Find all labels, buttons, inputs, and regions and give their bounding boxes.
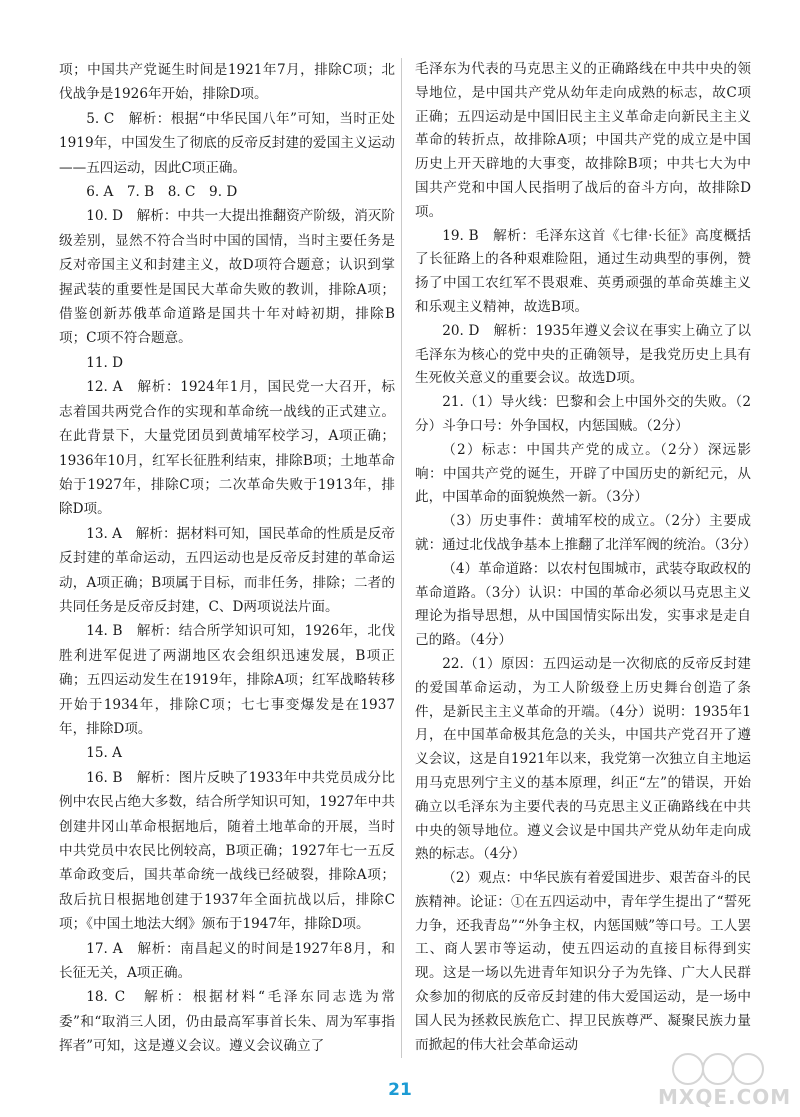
answer-paragraph: 19. B 解析：毛泽东这首《七律·长征》高度概括了长征路上的各种艰难险阻，通过生动典型的事例，赞扬了中国工农红军不畏艰难、英勇顽强的革命英雄主义和乐观主义精神，故选B项。 bbox=[415, 227, 751, 315]
answer-paragraph: 21.（1）导火线：巴黎和会上中国外交的失败。（2分）斗争口号：外争国权，内惩国贼。（2分） bbox=[415, 394, 751, 434]
answer-paragraph: 20. D 解析：1935年遵义会议在事实上确立了以毛泽东为核心的党中央的正确领导，是我党历史上具有生死攸关意义的重要会议。故选D项。 bbox=[415, 322, 751, 387]
answer-paragraph: 毛泽东为代表的马克思主义的正确路线在中共中央的领导地位，是中国共产党从幼年走向成熟的标志，故C项正确；五四运动是中国旧民主主义革命走向新民主主义革命的转折点，故排除A项；中国共产党的成立是中国历史上开天辟地的大事变，故排除B项；中共七大为中国共产党和中国人民指明了战后的奋斗方向，故排除D项。 bbox=[415, 61, 751, 220]
column-divider bbox=[401, 58, 402, 1058]
answer-paragraph: （2）观点：中华民族有着爱国进步、艰苦奋斗的民族精神。论证：①在五四运动中，青年学生提出了“誓死力争，还我青岛”“外争主权，内惩国贼”等口号。工人罢工、商人罢市等运动，使五四运动的直接目标得到实现。这是一场以先进青年知识分子为先锋、广大人民群众参加的彻底的反帝反封建的伟大爱国运动，是一场中国人民为拯救民族危亡、捍卫民族尊严、凝聚民族力量而掀起的伟大社会革命运动 bbox=[415, 870, 751, 1053]
right-column bbox=[415, 58, 757, 1057]
answer-paragraph: 14. B 解析：结合所学知识可知，1926年，北伐胜利进军促进了两湖地区农会组织迅速发展，B项正确；五四运动发生在1919年，排除A项；红军战略转移开始于1934年，排除C项；七七事变爆发是在1937年，排除D项。 bbox=[59, 623, 395, 737]
answer-paragraph: （4）革命道路：以农村包围城市，武装夺取政权的革命道路。（3分）认识：中国的革命必须以马克思主义理论为指导思想，从中国国情实际出发，实事求是走自己的路。（4分） bbox=[415, 560, 751, 649]
answer-paragraph: 16. B 解析：图片反映了1933年中共党员成分比例中农民占绝大多数，结合所学知识可知，1927年中共创建井冈山革命根据地后，随着土地革命的开展，当时中共党员中农民比例较高，B项正确；1927年七一五反革命政变后，国共革命统一战线已经破裂，排除A项；敌后抗日根据地创建于1937年全面抗战以后，排除C项；《中国土地法大纲》颁布于1947年，排除D项。 bbox=[59, 769, 395, 933]
answer-paragraph: 15. A bbox=[86, 745, 122, 762]
answer-paragraph: 6. A 7. B 8. C 9. D bbox=[86, 184, 238, 201]
answer-paragraph: 11. D bbox=[86, 354, 124, 371]
answer-paragraph: 18. C 解析：根据材料“毛泽东同志选为常委”和“取消三人团，仍由最高军事首长朱、周为军事指挥者”可知，这是遵义会议。遵义会议确立了 bbox=[59, 989, 395, 1055]
answer-paragraph: 10. D 解析：中共一大提出推翻资产阶级，消灭阶级差别，显然不符合当时中国的国情，当时主要任务是反对帝国主义和封建主义，故D项符合题意；认识到掌握武装的重要性是国民大革命失败的教训，排除A项；借鉴创新苏俄革命道路是国共十年对峙初期，排除B项；C项不符合题意。 bbox=[59, 208, 395, 347]
watermark-text: MXQE.COM bbox=[658, 1085, 792, 1109]
left-column bbox=[59, 58, 395, 1059]
answer-paragraph: 项；中国共产党诞生时间是1921年7月，排除C项；北伐战争是1926年开始，排除D项。 bbox=[59, 62, 395, 103]
page-number: 21 bbox=[388, 1080, 412, 1100]
watermark-logo bbox=[658, 1049, 792, 1109]
answer-paragraph: 22.（1）原因：五四运动是一次彻底的反帝反封建的爱国革命运动，为工人阶级登上历史舞台创造了条件，是新民主主义革命的开端。（4分）说明：1935年1月，在中国革命极其危急的关头，中国共产党召开了遵义会议，这是自1921年以来，我党第一次独立自主地运用马克思列宁主义的基本原理，纠正“左”的错误，开始确立以毛泽东为主要代表的马克思主义正确路线在中共中央的领导地位。遵义会议是中国共产党从幼年走向成熟的标志。（4分） bbox=[415, 655, 751, 863]
answer-paragraph: 17. A 解析：南昌起义的时间是1927年8月，和长征无关，A项正确。 bbox=[59, 940, 395, 982]
answer-paragraph: 5. C 解析：根据“中华民国八年”可知，当时正处1919年，中国发生了彻底的反帝反封建的爱国主义运动——五四运动，因此C项正确。 bbox=[59, 110, 395, 176]
answer-paragraph: 13. A 解析：据材料可知，国民革命的性质是反帝反封建的革命运动，五四运动也是反帝反封建的革命运动，A项正确；B项属于目标，而非任务，排除；二者的共同任务是反帝反封建，C、D两项说法片面。 bbox=[59, 525, 395, 615]
answer-paragraph: 12. A 解析：1924年1月，国民党一大召开，标志着国共两党合作的实现和革命统一战线的正式建立。在此背景下，大量党团员到黄埔军校学习，A项正确；1936年10月，红军长征胜利结束，排除B项；土地革命始于1927年，排除C项；二次革命失败于1913年，排除D项。 bbox=[59, 379, 395, 518]
watermark-stamp-icon bbox=[658, 1049, 778, 1089]
answer-paragraph: （2）标志：中国共产党的成立。（2分）深远影响：中国共产党的诞生，开辟了中国历史的新纪元，从此，中国革命的面貌焕然一新。（3分） bbox=[415, 441, 751, 506]
answer-paragraph: （3）历史事件：黄埔军校的成立。（2分）主要成就：通过北伐战争基本上推翻了北洋军阀的统治。（3分） bbox=[415, 513, 757, 553]
